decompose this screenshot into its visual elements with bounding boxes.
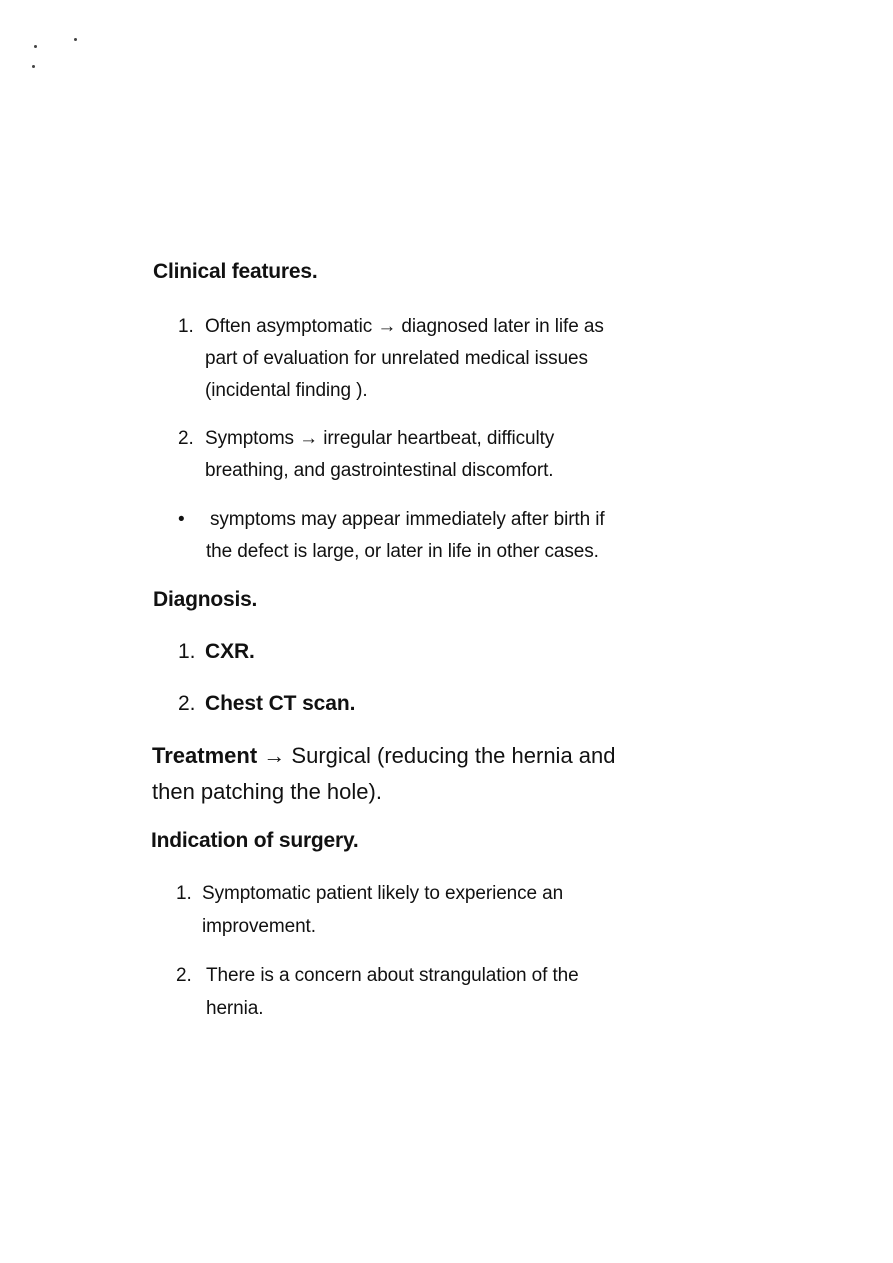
diagnosis-heading: Diagnosis. xyxy=(153,588,258,611)
list-text: There is a concern about strangulation of the xyxy=(206,965,579,986)
list-item xyxy=(178,636,478,668)
treatment-text: Surgical (reducing the hernia and xyxy=(291,743,616,768)
scan-speck xyxy=(74,38,77,41)
list-text: Symptoms → irregular heartbeat, difficulty xyxy=(205,428,555,449)
list-text: part of evaluation for unrelated medical issues xyxy=(205,348,588,369)
list-item xyxy=(176,877,696,943)
list-text: CXR. xyxy=(205,640,255,663)
treatment-text: then patching the hole). xyxy=(152,779,382,804)
list-number: 2. xyxy=(176,965,192,986)
list-text: breathing, and gastrointestinal discomfort. xyxy=(205,460,554,481)
arrow-icon: → xyxy=(263,743,286,768)
list-number: 1. xyxy=(176,883,192,904)
bullet-item xyxy=(178,504,718,568)
indication-heading: Indication of surgery. xyxy=(151,829,359,852)
list-number: 1. xyxy=(178,640,196,663)
list-number: 1. xyxy=(178,316,194,337)
list-item xyxy=(178,311,698,407)
list-item xyxy=(176,959,696,1025)
list-text: hernia. xyxy=(206,998,264,1019)
scan-speck xyxy=(32,65,35,68)
bullet-marker: • xyxy=(178,509,185,530)
treatment-paragraph xyxy=(152,738,616,810)
scan-speck xyxy=(34,45,37,48)
list-item xyxy=(178,688,478,720)
treatment-label: Treatment xyxy=(152,743,258,768)
list-text: Often asymptomatic → diagnosed later in life as xyxy=(205,316,604,337)
clinical-features-heading: Clinical features. xyxy=(153,260,318,283)
bullet-text: symptoms may appear immediately after birth if xyxy=(210,509,605,530)
list-text: improvement. xyxy=(202,916,316,937)
bullet-text: the defect is large, or later in life in other cases. xyxy=(206,541,599,562)
list-text: Symptomatic patient likely to experience an xyxy=(202,883,564,904)
list-item xyxy=(178,423,698,487)
list-text: Chest CT scan. xyxy=(205,692,356,715)
list-number: 2. xyxy=(178,428,194,449)
list-number: 2. xyxy=(178,692,196,715)
list-text: (incidental finding ). xyxy=(205,380,368,401)
